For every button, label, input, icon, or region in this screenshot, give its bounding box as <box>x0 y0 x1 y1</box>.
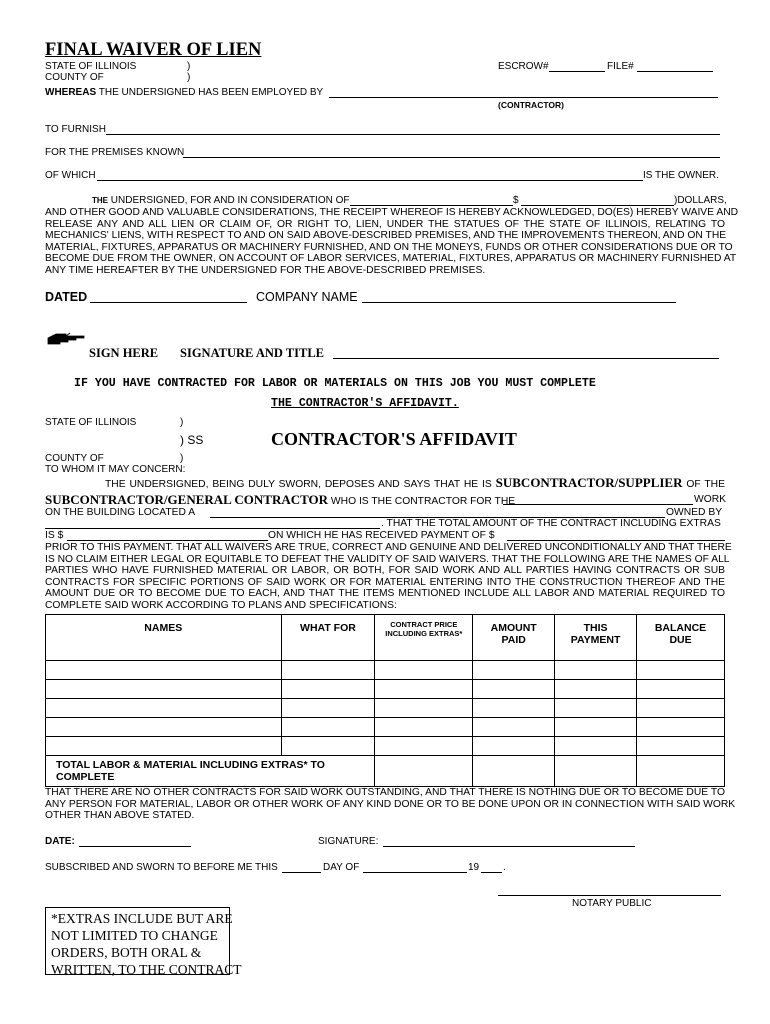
premises-label: FOR THE PREMISES KNOWN <box>45 147 185 158</box>
waiver-state-label: STATE OF ILLINOIS <box>45 61 137 72</box>
extras-note-line: *EXTRAS INCLUDE BUT ARE <box>51 911 233 926</box>
premises-field[interactable] <box>183 157 720 158</box>
who-is-label: WHO IS THE CONTRACTOR FOR THE <box>330 496 516 507</box>
whereas-line <box>45 87 323 98</box>
total-label: TOTAL LABOR & MATERIAL INCLUDING EXTRAS* TO COMPLETE <box>46 756 375 787</box>
signature-title-label: SIGNATURE AND TITLE <box>180 346 325 360</box>
waiver-body <box>45 207 739 277</box>
names-header: NAMES <box>46 615 282 661</box>
dollars-label: )DOLLARS, <box>674 195 727 206</box>
notary-signature-field[interactable] <box>498 895 721 896</box>
received-amount-field[interactable] <box>507 540 725 541</box>
closing-line: OTHER THAN ABOVE STATED. <box>45 810 195 822</box>
balance-due-header <box>637 615 725 661</box>
extras-note-line: WRITTEN, TO THE CONTRACT <box>51 962 242 977</box>
table-total-row[interactable] <box>46 756 725 787</box>
work-field[interactable] <box>503 504 693 505</box>
affidavit-body-line: PRIOR TO THIS PAYMENT. THAT ALL WAIVERS ARE TRUE, CORRECT AND GENUINE AND DELIVERED UNCONDITIONALLY AND THAT THERE <box>45 542 732 553</box>
sub-general-line <box>45 492 515 508</box>
extras-note-line: NOT LIMITED TO CHANGE <box>51 928 218 943</box>
affidavit-body <box>45 542 732 612</box>
work-label: WORK <box>694 494 727 505</box>
table-row[interactable] <box>46 661 725 680</box>
of-which-label: OF WHICH <box>45 170 96 181</box>
received-label: ON WHICH HE HAS RECEIVED PAYMENT OF $ <box>268 530 495 541</box>
employer-field[interactable] <box>329 97 718 98</box>
dollar-sign: $ <box>513 195 519 206</box>
balance-due-header-line-1: BALANCE <box>654 622 707 634</box>
signature-field[interactable] <box>383 846 635 847</box>
total-amount-label: . THAT THE TOTAL AMOUNT OF THE CONTRACT INCLUDING EXTRAS <box>381 518 721 529</box>
escrow-field[interactable] <box>549 71 605 72</box>
affidavit-body-line: CONTRACTS FOR SPECIFIC PORTIONS OF SAID WORK OR FOR MATERIAL ENTERING INTO THE CONSTRUCTION THEREOF AND THE <box>45 576 725 588</box>
year-period: . <box>503 862 506 873</box>
notary-public-label: NOTARY PUBLIC <box>572 898 652 909</box>
waiver-paren-2: ) <box>187 72 191 83</box>
affidavit-title: CONTRACTOR'S AFFIDAVIT <box>271 429 517 449</box>
building-label: ON THE BUILDING LOCATED A <box>45 507 196 518</box>
waiver-body-line: AND OTHER GOOD AND VALUABLE CONSIDERATIONS, THE RECEIPT WHEREOF IS HEREBY ACKNOWLEDGED, DO(ES) HEREBY WAIVE AND <box>45 207 739 218</box>
subscribed-label: SUBSCRIBED AND SWORN TO BEFORE ME THIS <box>45 862 278 873</box>
ss-label: ) SS <box>180 433 204 447</box>
waiver-title: FINAL WAIVER OF LIEN <box>45 40 262 60</box>
dated-field[interactable] <box>90 302 247 303</box>
table-row[interactable] <box>46 718 725 737</box>
sign-here-label: SIGN HERE <box>89 346 159 360</box>
balance-due-header-line-2: DUE <box>669 634 692 646</box>
contract-price-header-line-1: CONTRACT PRICE <box>390 620 458 629</box>
closing-line: THAT THERE ARE NO OTHER CONTRACTS FOR SAID WORK OUTSTANDING, AND THAT THERE IS NOTHING DUE OR TO BECOME DUE TO <box>45 787 725 798</box>
extras-note-line: ORDERS, BOTH ORAL & <box>51 945 202 960</box>
sworn-text: THE UNDERSIGNED, BEING DULY SWORN, DEPOSES AND SAYS THAT HE IS <box>105 479 492 490</box>
consideration-line <box>92 195 350 206</box>
amount-paid-header-line-1: AMOUNT <box>490 622 537 634</box>
contractor-caption: (CONTRACTOR) <box>498 100 564 110</box>
waiver-body-line: BECOME DUE FROM THE OWNER, ON ACCOUNT OF LABOR SERVICES, MATERIAL, FIXTURES, APPARATUS OR MACHINERY FURNISHED AT <box>45 253 737 265</box>
this-payment-header-line-2: PAYMENT <box>570 634 621 646</box>
waiver-body-line: RELEASE ANY AND ALL LIEN OR CLAIM OF, OR RIGHT TO, LIEN, UNDER THE STATUES OF THE STATE OF ILLINOIS, RELATING TO <box>45 218 725 230</box>
contract-price-header <box>375 615 473 661</box>
pointing-hand-icon <box>46 330 86 346</box>
of-the-label: OF THE <box>686 479 725 490</box>
table-row[interactable] <box>46 680 725 699</box>
notice-line-2: THE CONTRACTOR'S AFFIDAVIT. <box>271 397 459 410</box>
to-furnish-field[interactable] <box>106 134 720 135</box>
affidavit-body-line: AMOUNT DUE OR TO BECOME DUE TO EACH, AND THAT THE ITEMS MENTIONED INCLUDE ALL LABOR AND MATERIAL REQUIRED TO <box>45 588 725 600</box>
affidavit-county-label: COUNTY OF <box>45 453 104 464</box>
waiver-body-line: ANY TIME HEREAFTER BY THE UNDERSIGNED FOR THE ABOVE-DESCRIBED PREMISES. <box>45 264 486 276</box>
affidavit-paren-2: ) <box>180 453 184 464</box>
escrow-label: ESCROW# <box>498 61 549 72</box>
owned-by-label: OWNED BY <box>666 507 723 518</box>
consideration-text: UNDERSIGNED, FOR AND IN CONSIDERATION OF <box>110 195 350 206</box>
payments-table <box>45 614 725 787</box>
is-dollar-label: IS $ <box>45 530 64 541</box>
contract-amount-field[interactable] <box>67 540 268 541</box>
consideration-field[interactable] <box>350 205 513 206</box>
date-label: DATE: <box>45 836 75 847</box>
waiver-body-line: MATERIAL, FIXTURES, APPARATUS OR MACHINERY FURNISHED, AND ON THE MONEYS, FUNDS OR OTHER CONSIDERATIONS DUE OR TO <box>45 241 733 253</box>
sworn-line <box>105 477 725 491</box>
company-name-field[interactable] <box>362 302 676 303</box>
table-header-row <box>46 615 725 661</box>
what-for-header: WHAT FOR <box>281 615 375 661</box>
owner-field[interactable] <box>97 180 643 181</box>
date-field[interactable] <box>79 846 191 847</box>
affidavit-body-line: IS NO CLAIM EITHER LEGAL OR EQUITABLE TO DEFEAT THE VALIDITY OF SAID WAIVERS. THAT THE FOLLOWING ARE THE NAMES OF ALL <box>45 553 730 565</box>
waiver-body-line: MECHANICS' LIENS, WITH RESPECT TO AND ON SAID ABOVE-DESCRIBED PREMISES, AND THE IMPROVEMENTS THEREON, AND ON THE <box>45 230 727 242</box>
month-field[interactable] <box>363 872 467 873</box>
day-of-label: DAY OF <box>323 862 360 873</box>
signature-title-field[interactable] <box>333 358 719 359</box>
affidavit-body-line: COMPLETE SAID WORK ACCORDING TO PLANS AND SPECIFICATIONS: <box>45 599 397 611</box>
notice-line-1: IF YOU HAVE CONTRACTED FOR LABOR OR MATERIALS ON THIS JOB YOU MUST COMPLETE <box>74 377 596 390</box>
affidavit-paren-1: ) <box>180 417 184 428</box>
table-row[interactable] <box>46 699 725 718</box>
sub-general-label: SUBCONTRACTOR/GENERAL CONTRACTOR <box>45 492 329 507</box>
is-owner-label: IS THE OWNER. <box>643 170 719 181</box>
file-field[interactable] <box>637 71 713 72</box>
year-prefix-label: 19 <box>468 862 480 873</box>
closing-line: ANY PERSON FOR MATERIAL, LABOR OR OTHER WORK OF ANY KIND DONE OR TO BE DONE UPON OR IN CONNECTION WITH SAID WORK <box>45 798 736 810</box>
the-word: THE <box>92 196 108 205</box>
whereas-bold: WHEREAS <box>45 87 97 98</box>
extras-note <box>45 907 242 977</box>
waiver-paren-1: ) <box>187 61 191 72</box>
amount-paid-header-line-2: PAID <box>501 634 526 646</box>
contract-price-header-line-2: INCLUDING EXTRAS* <box>385 629 463 638</box>
closing-body <box>45 787 736 822</box>
whereas-text: THE UNDERSIGNED HAS BEEN EMPLOYED BY <box>98 87 324 98</box>
this-payment-header-line-1: THIS <box>583 622 608 634</box>
affidavit-state-label: STATE OF ILLINOIS <box>45 417 137 428</box>
to-furnish-label: TO FURNISH <box>45 124 106 135</box>
sub-supplier-label: SUBCONTRACTOR/SUPPLIER <box>495 475 683 490</box>
signature-label: SIGNATURE: <box>318 836 379 847</box>
dated-label: DATED <box>45 290 88 304</box>
amount-field[interactable] <box>521 205 674 206</box>
owner-name-field[interactable] <box>45 528 380 529</box>
this-payment-header <box>555 615 637 661</box>
to-whom-label: TO WHOM IT MAY CONCERN: <box>45 464 186 475</box>
waiver-county-label: COUNTY OF <box>45 72 104 83</box>
year-field[interactable] <box>481 872 502 873</box>
company-name-label: COMPANY NAME <box>256 290 358 304</box>
amount-paid-header <box>473 615 555 661</box>
table-row[interactable] <box>46 737 725 756</box>
file-label: FILE# <box>607 61 634 72</box>
day-field[interactable] <box>282 872 321 873</box>
affidavit-body-line: PARTIES WHO HAVE FURNISHED MATERIAL OR LABOR, OR BOTH, FOR SAID WORK AND ALL PARTIES HAVING CONTRACTS OR SUB <box>45 565 725 577</box>
